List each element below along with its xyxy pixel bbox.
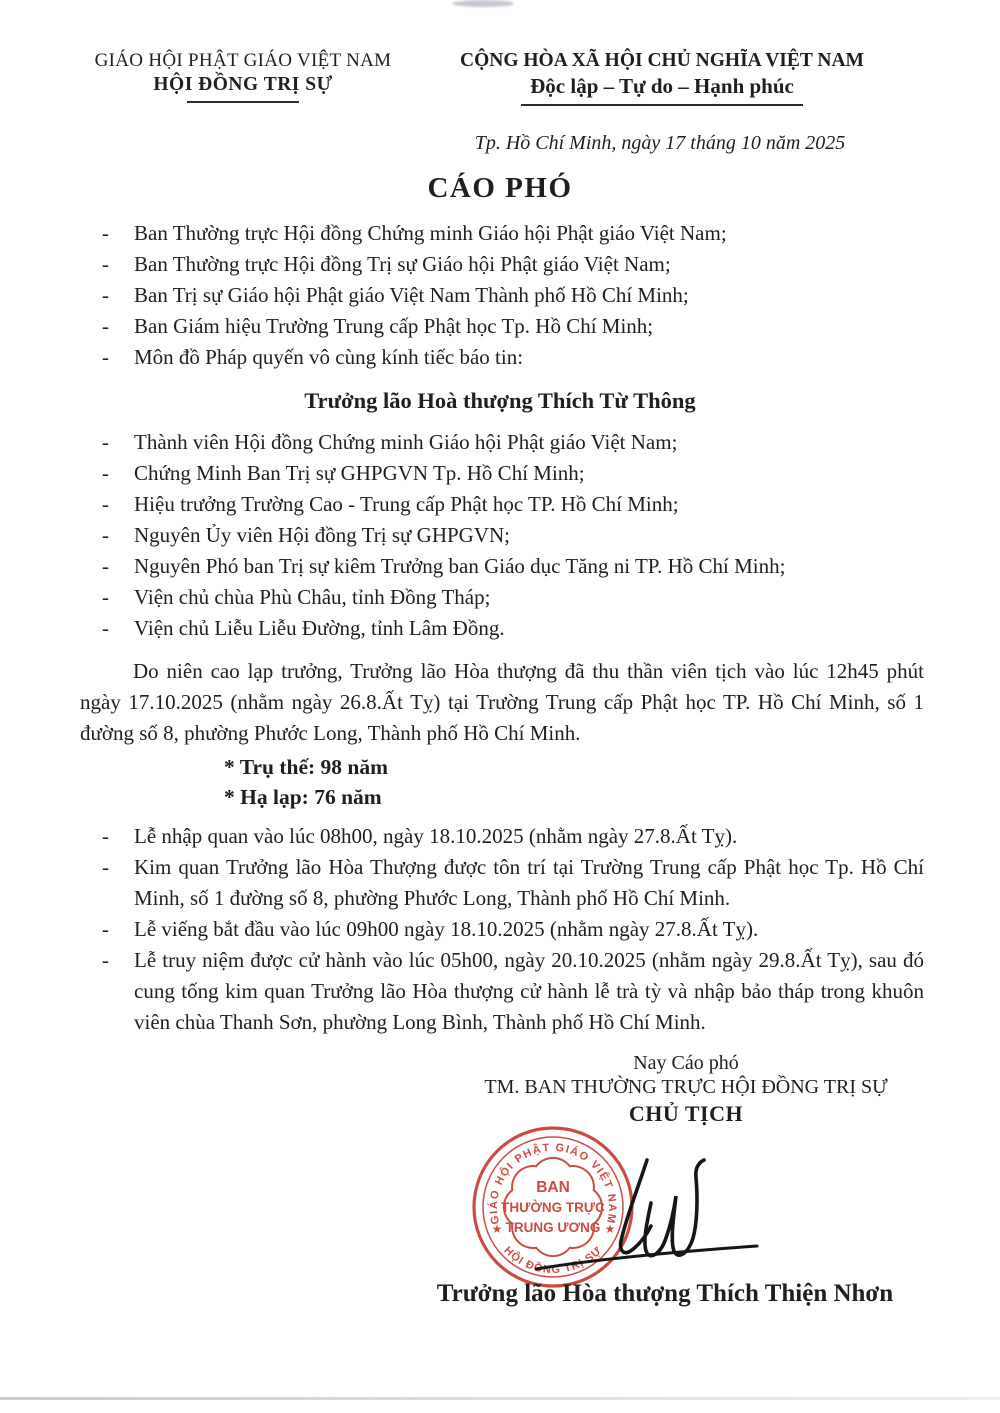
list-item-text: Nguyên Phó ban Trị sự kiêm Trưởng ban Giáo dục Tăng ni TP. Hồ Chí Minh; [134,554,786,578]
list-item [102,520,924,551]
list-item [102,458,924,489]
issuing-organization-block [68,50,418,103]
list-item [102,945,924,1038]
list-item [102,218,924,249]
list-item-text: Ban Giám hiệu Trường Trung cấp Phật học Tp. Hồ Chí Minh; [134,314,654,338]
signoff-chairman-title: CHỦ TỊCH [628,1101,744,1126]
seal-center-line3: TRUNG ƯƠNG [505,1220,601,1235]
recipients-list [0,218,1000,373]
place-date-line: Tp. Hồ Chí Minh, ngày 17 tháng 10 năm 2025 [474,132,846,154]
organization-council: HỘI ĐỒNG TRỊ SỰ [153,74,333,95]
seal-and-signature-overlay [440,1115,980,1305]
dash-bullet: - [102,283,109,307]
list-item-text: Chứng Minh Ban Trị sự GHPGVN Tp. Hồ Chí Minh; [134,461,585,485]
age-line-monastic: * Hạ lạp: 76 năm [224,785,382,809]
list-item [102,582,924,613]
scan-smudge-top [452,0,514,7]
list-item-text: Lễ viếng bắt đầu vào lúc 09h00 ngày 18.10.2025 (nhằm ngày 27.8.Ất Tỵ). [134,917,759,941]
seal-center-line1: BAN [536,1179,570,1196]
signer-name: Trưởng lão Hòa thượng Thích Thiện Nhơn [436,1280,894,1307]
list-item-text: Môn đồ Pháp quyến vô cùng kính tiếc báo tin: [134,345,524,369]
dash-bullet: - [102,948,109,972]
list-item [102,489,924,520]
national-title: CỘNG HÒA XÃ HỘI CHỦ NGHĨA VIỆT NAM [460,50,864,71]
deceased-name-heading: Trưởng lão Hoà thượng Thích Từ Thông [304,388,696,413]
passing-announcement-paragraph: Do niên cao lạp trưởng, Trưởng lão Hòa thượng đã thu thần viên tịch vào lúc 12h45 phút ngày 17.10.2025 (nhằm ngày 26.8.Ất Tỵ) tại Trường Trung cấp Phật học TP. Hồ Chí Minh, số 1 đường số 8, phường Phước Long, Thành phố Hồ Chí Minh. [80,659,924,745]
age-line-worldly: * Trụ thế: 98 năm [224,755,389,779]
list-item [102,427,924,458]
seal-center-line2: THƯỜNG TRỰC [501,1200,605,1215]
dash-bullet: - [102,616,109,640]
national-motto-block [432,50,892,106]
signoff-now-announcing: Nay Cáo phó [633,1052,739,1074]
list-item-text: Lễ nhập quan vào lúc 08h00, ngày 18.10.2025 (nhằm ngày 27.8.Ất Tỵ). [134,824,738,848]
seal-arc-top-text: GIÁO HỘI PHẬT GIÁO VIỆT NAM [487,1141,619,1226]
list-item-text: Nguyên Ủy viên Hội đồng Trị sự GHPGVN; [134,523,510,547]
document-header [0,0,1000,106]
dash-bullet: - [102,917,109,941]
funeral-schedule-list [0,821,1000,1038]
dash-bullet: - [102,554,109,578]
list-item [102,914,924,945]
list-item [102,551,924,582]
header-right-underline [521,104,803,106]
list-item-text: Kim quan Trưởng lão Hòa Thượng được tôn trí tại Trường Trung cấp Phật học Tp. Hồ Chí Minh, số 1 đường số 8, phường Phước Long, Thành phố Hồ Chí Minh. [134,855,924,910]
list-item [102,342,924,373]
red-seal-stamp [474,1128,632,1286]
dash-bullet: - [102,585,109,609]
dash-bullet: - [102,252,109,276]
document-title: CÁO PHÓ [427,172,573,204]
list-item-text: Ban Thường trực Hội đồng Trị sự Giáo hội Phật giáo Việt Nam; [134,252,671,276]
list-item [102,852,924,914]
dash-bullet: - [102,345,109,369]
dash-bullet: - [102,492,109,516]
seal-arc-bottom-text: HỘI ĐỒNG TRỊ SỰ [501,1244,605,1277]
star-icon: ★ [604,1222,616,1236]
list-item [102,280,924,311]
dash-bullet: - [102,461,109,485]
dash-bullet: - [102,824,109,848]
national-motto: Độc lập – Tự do – Hạnh phúc [530,74,794,98]
signoff-on-behalf: TM. BAN THƯỜNG TRỰC HỘI ĐỒNG TRỊ SỰ [484,1076,888,1098]
list-item-text: Hiệu trưởng Trường Cao - Trung cấp Phật học TP. Hồ Chí Minh; [134,492,679,516]
list-item-text: Thành viên Hội đồng Chứng minh Giáo hội Phật giáo Việt Nam; [134,430,678,454]
list-item [102,821,924,852]
list-item-text: Viện chủ chùa Phù Châu, tỉnh Đồng Tháp; [134,585,491,609]
deceased-titles-list [0,427,1000,644]
dash-bullet: - [102,314,109,338]
list-item [102,249,924,280]
dash-bullet: - [102,523,109,547]
organization-name: GIÁO HỘI PHẬT GIÁO VIỆT NAM [94,50,392,71]
star-icon: ★ [491,1222,503,1236]
list-item-text: Ban Trị sự Giáo hội Phật giáo Việt Nam Thành phố Hồ Chí Minh; [134,283,689,307]
age-summary [224,752,1000,812]
dash-bullet: - [102,221,109,245]
list-item-text: Ban Thường trực Hội đồng Chứng minh Giáo hội Phật giáo Việt Nam; [134,221,727,245]
list-item [102,613,924,644]
list-item-text: Viện chủ Liễu Liễu Đường, tỉnh Lâm Đồng. [134,616,505,640]
list-item [102,311,924,342]
dash-bullet: - [102,430,109,454]
dash-bullet: - [102,855,109,879]
list-item-text: Lễ truy niệm được cử hành vào lúc 05h00, ngày 20.10.2025 (nhằm ngày 29.8.Ất Tỵ), sau đó cung tống kim quan Trưởng lão Hòa thượng cử hành lễ trà tỳ và nhập bảo tháp trong khuôn viên chùa Thanh Sơn, phường Long Bình, Thành phố Hồ Chí Minh. [134,948,924,1034]
scan-line-bottom [0,1397,1000,1400]
header-left-underline [187,101,299,103]
